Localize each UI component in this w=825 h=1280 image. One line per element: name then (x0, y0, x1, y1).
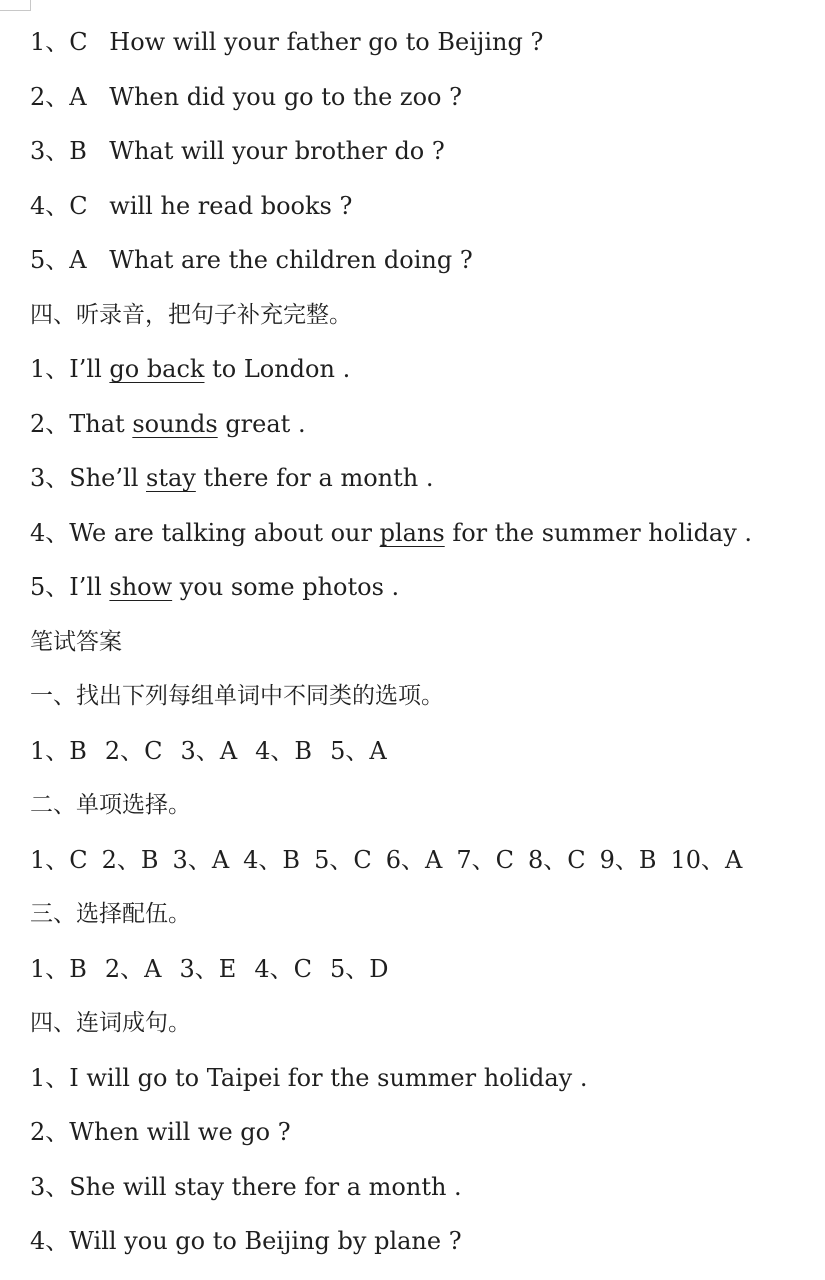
sentence-start: She’ll (69, 464, 146, 492)
answer-row (30, 836, 820, 891)
answer-item: 5、D (329, 954, 389, 983)
item-text: will he read books ? (109, 191, 353, 220)
item-text: When did you go to the zoo ? (109, 82, 462, 111)
filled-blank: sounds (132, 409, 218, 438)
sentence-end: to London . (204, 355, 351, 383)
item-number: 3、 (30, 1172, 70, 1201)
sentence-end: great . (217, 409, 306, 438)
item-answer: C (69, 191, 88, 220)
list-item (30, 1054, 820, 1109)
item-number: 2、 (30, 1118, 70, 1146)
item-number: 1、 (30, 28, 70, 56)
answer-item: 4、B (255, 736, 313, 765)
list-item (30, 509, 820, 564)
list-item (30, 127, 820, 182)
filled-blank: show (109, 573, 173, 601)
answer-item: 10、A (670, 845, 743, 874)
page-corner-mark (0, 0, 31, 11)
answer-item: 5、C (314, 845, 372, 874)
item-number: 2、 (30, 409, 70, 438)
list-item (30, 73, 820, 128)
answer-item: 8、C (527, 845, 586, 874)
item-number: 3、 (30, 464, 70, 492)
item-number: 4、 (30, 518, 70, 547)
sentence-end: for the summer holiday . (444, 518, 753, 547)
list-item (30, 345, 820, 400)
sentence-start: I’ll (69, 573, 110, 601)
item-text: How will your father go to Beijing ? (109, 28, 544, 56)
section-heading: 一、找出下列每组单词中不同类的选项。 (30, 683, 444, 709)
answer-item: 3、A (180, 736, 238, 765)
item-number: 1、 (30, 355, 70, 383)
item-answer: A (69, 246, 87, 274)
answer-document (30, 18, 820, 1272)
answer-item: 3、E (179, 954, 237, 983)
filled-blank: stay (146, 464, 196, 492)
item-number: 4、 (30, 191, 70, 220)
sentence-end: you some photos . (172, 573, 400, 601)
answer-item: 1、C (30, 845, 88, 874)
filled-blank: plans (379, 518, 445, 547)
sentence-start: That (69, 409, 133, 438)
written-answers-title: 笔试答案 (30, 628, 122, 655)
filled-blank: go back (109, 355, 205, 383)
answer-row (30, 945, 820, 1000)
item-number: 5、 (30, 573, 70, 601)
list-item (30, 1217, 820, 1272)
answer-item: 3、A (172, 845, 230, 874)
list-item (30, 400, 820, 455)
answer-item: 1、B (30, 954, 87, 983)
list-item (30, 18, 820, 73)
answer-row (30, 727, 820, 782)
item-text: What are the children doing ? (109, 246, 473, 274)
section-heading: 二、单项选择。 (30, 792, 191, 818)
item-text: What will your brother do ? (109, 137, 445, 165)
item-text: She will stay there for a month . (69, 1172, 462, 1201)
section-heading: 四、连词成句。 (30, 1010, 191, 1036)
list-item (30, 236, 820, 291)
answer-item: 1、B (30, 736, 87, 765)
list-item (30, 1108, 820, 1163)
item-number: 2、 (30, 82, 70, 111)
answer-item: 5、A (330, 736, 387, 765)
list-item (30, 454, 820, 509)
item-number: 5、 (30, 246, 70, 274)
answer-item: 6、A (385, 845, 443, 874)
item-number: 1、 (30, 1063, 70, 1092)
item-text: I will go to Taipei for the summer holiday . (69, 1063, 588, 1092)
item-answer: C (69, 28, 88, 56)
sentence-start: We are talking about our (69, 518, 380, 547)
answer-item: 4、B (243, 845, 301, 874)
answer-item: 4、C (254, 954, 312, 983)
answer-item: 7、C (456, 845, 514, 874)
section-heading: 四、听录音，把句子补充完整。 (30, 301, 352, 328)
sentence-start: I’ll (69, 355, 110, 383)
section-heading: 三、选择配伍。 (30, 901, 191, 927)
list-item (30, 1163, 820, 1218)
item-number: 3、 (30, 137, 70, 165)
item-text: When will we go ? (69, 1118, 291, 1146)
list-item (30, 563, 820, 618)
item-answer: B (69, 137, 87, 165)
answer-item: 2、B (101, 845, 159, 874)
answer-item: 2、A (104, 954, 162, 983)
sentence-end: there for a month . (195, 464, 434, 492)
answer-item: 2、C (104, 736, 163, 765)
answer-item: 9、B (599, 845, 657, 874)
item-number: 4、 (30, 1227, 70, 1255)
item-text: Will you go to Beijing by plane ? (69, 1227, 462, 1255)
list-item (30, 182, 820, 237)
item-answer: A (69, 82, 87, 111)
